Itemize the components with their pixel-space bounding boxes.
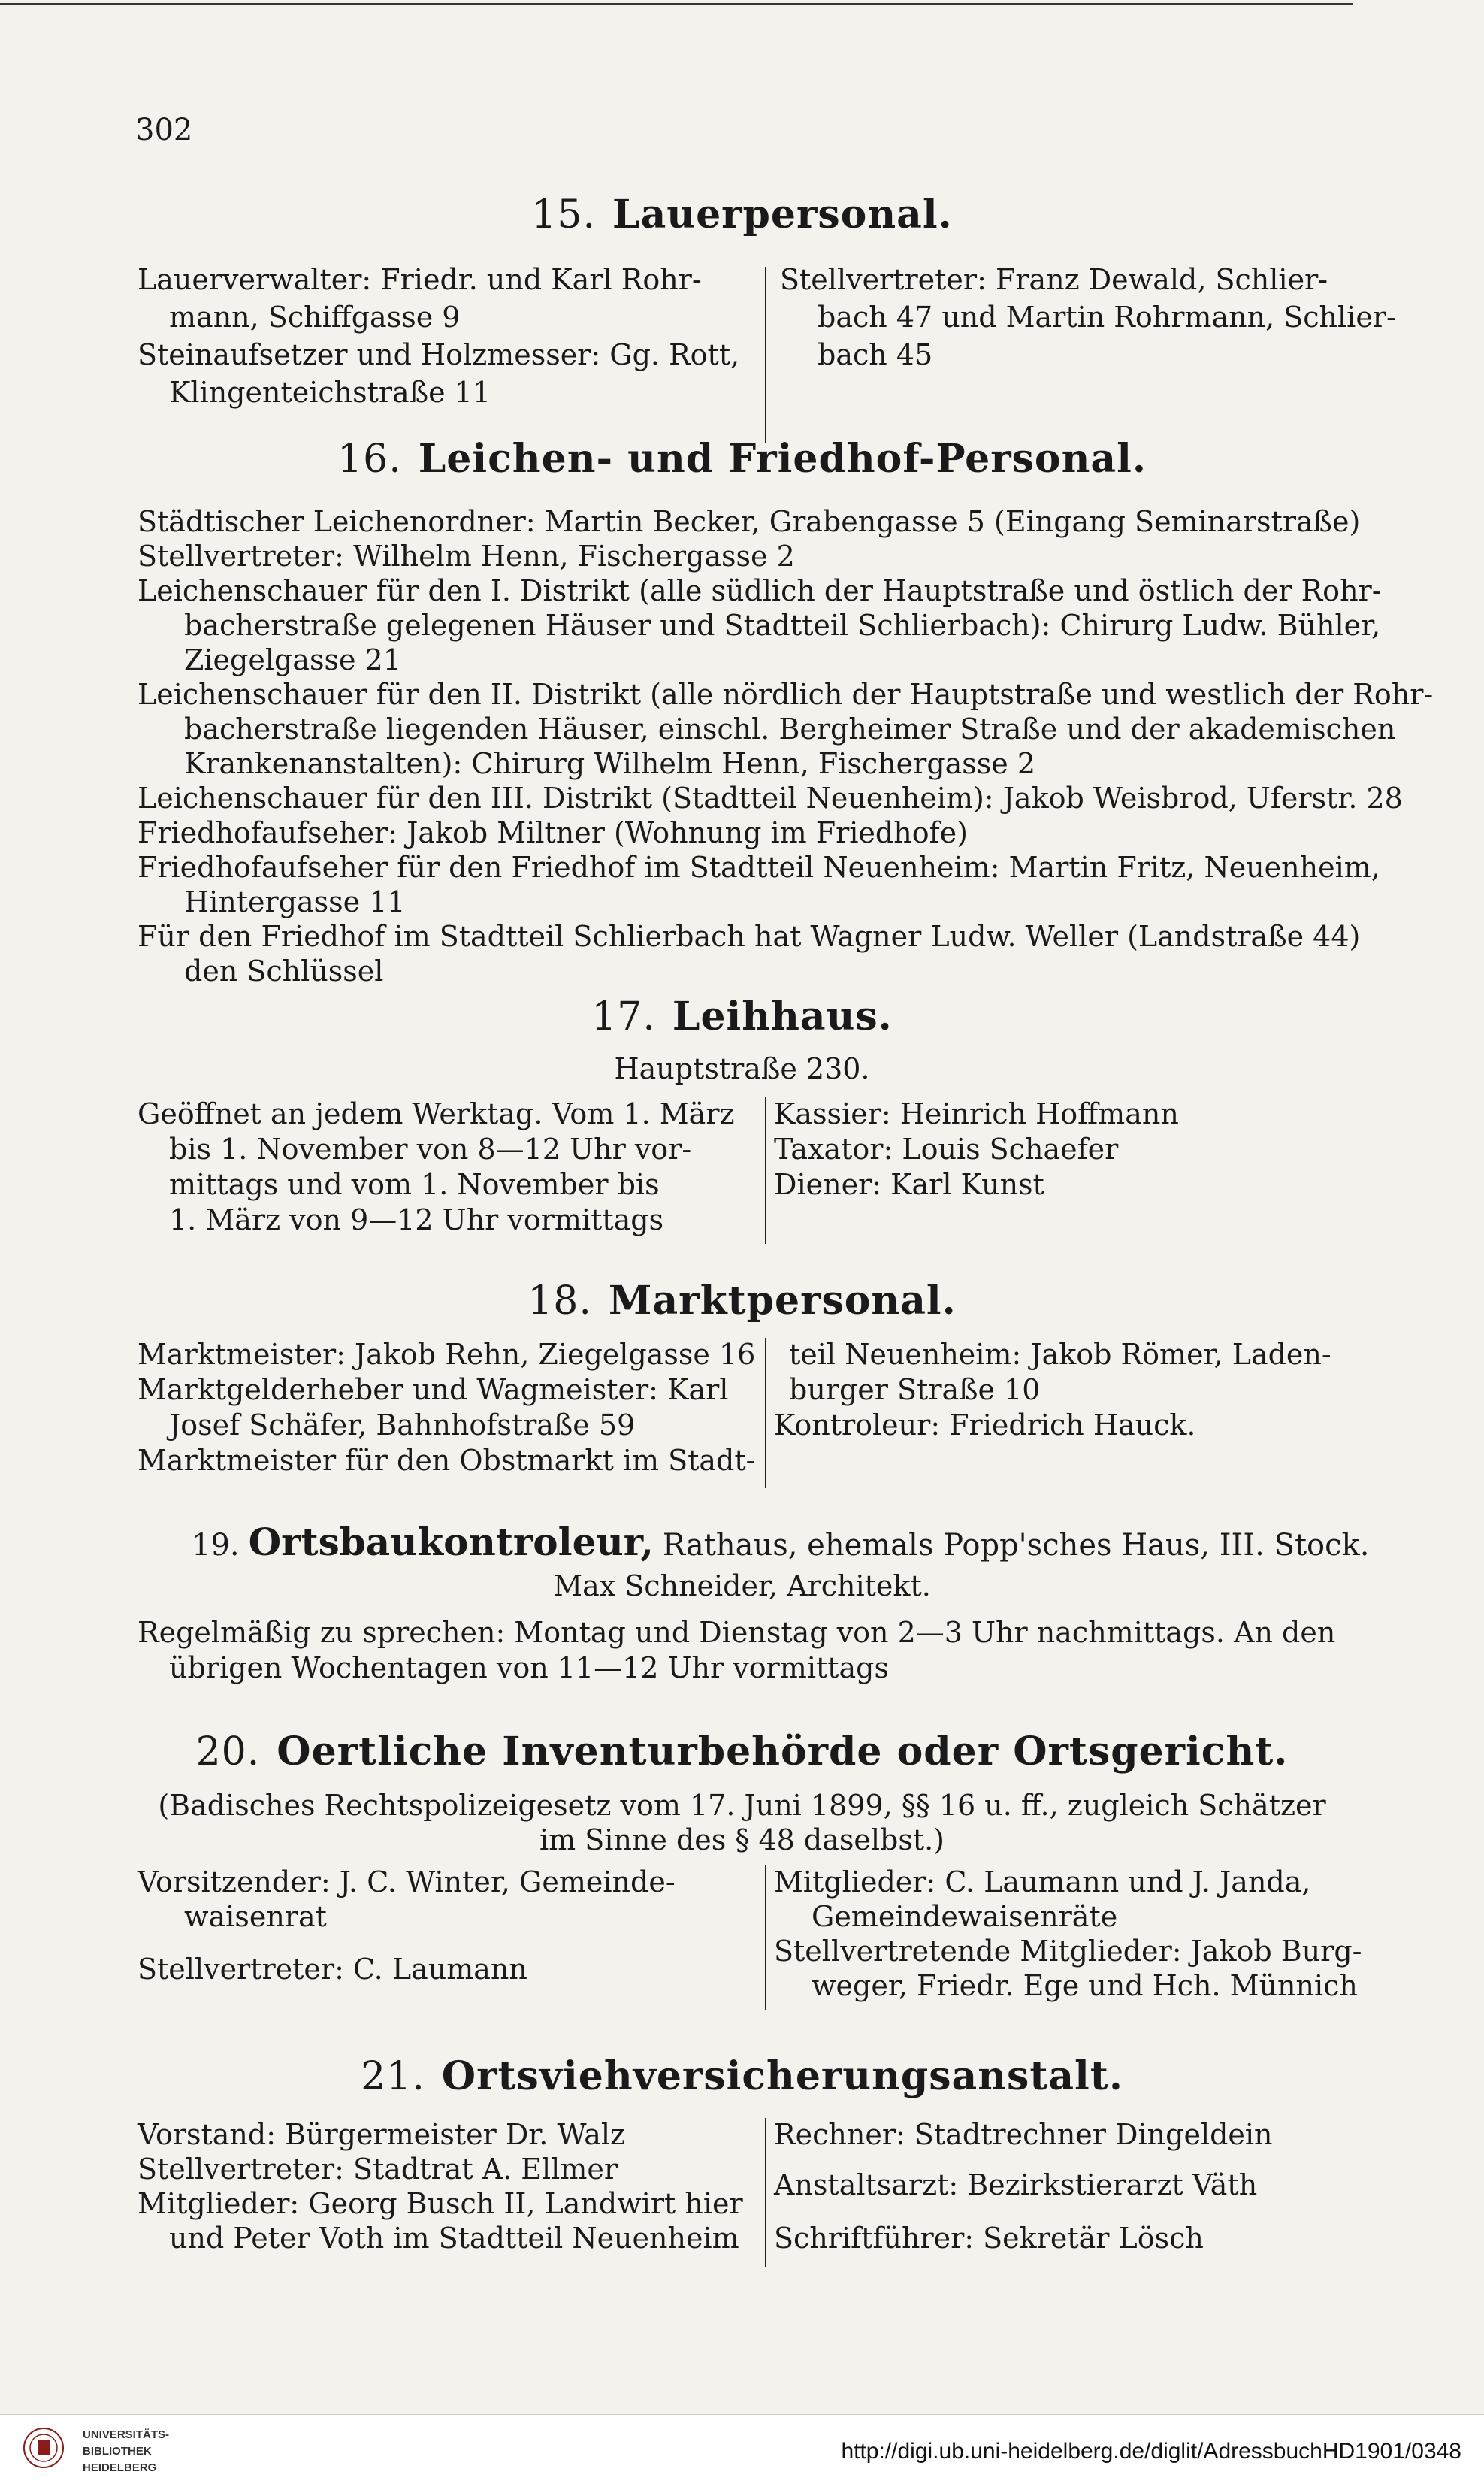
text-line: Geöffnet an jedem Werktag. Vom 1. März — [138, 1097, 735, 1130]
text-line: Für den Friedhof im Stadtteil Schlierbach hat Wagner Ludw. Weller (Landstraße 44) — [138, 920, 1361, 953]
text-line: Ziegelgasse 21 — [184, 643, 401, 676]
text-line: waisenrat — [184, 1900, 327, 1933]
text-line: Mitglieder: Georg Busch II, Landwirt hier — [138, 2187, 743, 2220]
page-number: 302 — [135, 113, 193, 147]
text-line: Leichenschauer für den I. Distrikt (alle südlich der Hauptstraße und östlich der Rohr- — [138, 574, 1382, 607]
section-number: 19. — [192, 1528, 240, 1563]
section-title: Leichen- und Friedhof-Personal. — [418, 436, 1147, 482]
section-title: Lauerpersonal. — [612, 192, 953, 238]
text-line: Leichenschauer für den III. Distrikt (Stadtteil Neuenheim): Jakob Weisbrod, Uferstr. 28 — [138, 782, 1403, 815]
column-divider — [765, 267, 766, 443]
library-line: BIBLIOTHEK — [83, 2445, 152, 2458]
column-divider — [765, 1338, 766, 1488]
text-line: Anstaltsarzt: Bezirkstierarzt Väth — [774, 2168, 1258, 2201]
text-line: Marktmeister für den Obstmarkt im Stadt- — [138, 1444, 756, 1477]
section-title: Oertliche Inventurbehörde oder Ortsgericht. — [277, 1729, 1289, 1774]
text-line: Regelmäßig zu sprechen: Montag und Dienstag von 2—3 Uhr nachmittags. An den — [138, 1616, 1336, 1649]
section-20-heading — [0, 1729, 1484, 1774]
text-line: bach 47 und Martin Rohrmann, Schlier- — [818, 301, 1396, 334]
text-line: burger Straße 10 — [789, 1373, 1041, 1406]
section-17-heading — [0, 994, 1484, 1039]
section-20-subtitle: im Sinne des § 48 daselbst.) — [539, 1823, 945, 1856]
text-line: Leichenschauer für den II. Distrikt (alle nördlich der Hauptstraße und westlich der Rohr- — [138, 678, 1434, 711]
section-number: 18. — [527, 1278, 592, 1324]
text-line: Friedhofaufseher: Jakob Miltner (Wohnung im Friedhofe) — [138, 816, 968, 849]
text-line: bacherstraße gelegenen Häuser und Stadtteil Schlierbach): Chirurg Ludw. Bühler, — [184, 609, 1381, 642]
text-line: Vorsitzender: J. C. Winter, Gemeinde- — [138, 1865, 676, 1899]
text-line: weger, Friedr. Ege und Hch. Münnich — [812, 1969, 1358, 2002]
column-divider — [765, 2118, 766, 2267]
text-line: den Schlüssel — [184, 955, 384, 988]
library-line: UNIVERSITÄTS- — [83, 2428, 170, 2441]
section-20-subtitle: (Badisches Rechtspolizeigesetz vom 17. Juni 1899, §§ 16 u. ff., zugleich Schätzer — [158, 1789, 1326, 1822]
column-divider — [765, 1097, 766, 1244]
column-divider — [765, 1865, 766, 2010]
section-title: Marktpersonal. — [608, 1278, 957, 1324]
text-line: Diener: Karl Kunst — [774, 1168, 1044, 1201]
text-line: Klingenteichstraße 11 — [169, 376, 491, 409]
text-line: Städtischer Leichenordner: Martin Becker, Grabengasse 5 (Eingang Seminarstraße) — [138, 505, 1361, 538]
text-line: Kontroleur: Friedrich Hauck. — [774, 1408, 1196, 1442]
text-line: mittags und vom 1. November bis — [169, 1168, 660, 1201]
section-title: Ortsbaukontroleur, — [248, 1520, 654, 1564]
text-line: Josef Schäfer, Bahnhofstraße 59 — [169, 1408, 636, 1442]
architect-name: Max Schneider, Architekt. — [553, 1569, 931, 1602]
text-line: Lauerverwalter: Friedr. und Karl Rohr- — [138, 263, 702, 296]
text-line: Krankenanstalten): Chirurg Wilhelm Henn, Fischergasse 2 — [184, 747, 1036, 780]
text-line: Mitglieder: C. Laumann und J. Janda, — [774, 1865, 1311, 1899]
text-line: Vorstand: Bürgermeister Dr. Walz — [138, 2118, 626, 2151]
text-line: Taxator: Louis Schaefer — [774, 1133, 1119, 1166]
section-title: Ortsviehversicherungsanstalt. — [441, 2053, 1123, 2099]
text-line: Stellvertreter: Stadtrat A. Ellmer — [138, 2153, 618, 2186]
section-number: 21. — [361, 2054, 425, 2099]
text-line: mann, Schiffgasse 9 — [169, 301, 461, 334]
section-number: 16. — [337, 437, 402, 482]
library-seal-icon — [23, 2427, 65, 2469]
section-18-heading — [0, 1278, 1484, 1324]
text-line: Schriftführer: Sekretär Lösch — [774, 2222, 1204, 2255]
section-21-heading — [0, 2053, 1484, 2099]
section-16-heading — [0, 436, 1484, 482]
section-location: Rathaus, ehemals Popp'sches Haus, III. Stock. — [662, 1528, 1370, 1563]
library-name — [83, 2427, 233, 2476]
section-title: Leihhaus. — [672, 994, 893, 1039]
text-line: bach 45 — [818, 338, 933, 371]
text-line: Hintergasse 11 — [184, 885, 406, 918]
text-line: Marktmeister: Jakob Rehn, Ziegelgasse 16 — [138, 1338, 756, 1371]
library-line: HEIDELBERG — [83, 2461, 157, 2474]
text-line: und Peter Voth im Stadtteil Neuenheim — [169, 2222, 739, 2255]
text-line: bacherstraße liegenden Häuser, einschl. Bergheimer Straße und der akademischen — [184, 713, 1396, 746]
section-15-heading — [0, 192, 1484, 238]
text-line: teil Neuenheim: Jakob Römer, Laden- — [789, 1338, 1331, 1371]
text-line: Gemeindewaisenräte — [812, 1900, 1118, 1933]
top-rule — [0, 3, 1353, 5]
section-number: 17. — [591, 994, 656, 1039]
text-line: Marktgelderheber und Wagmeister: Karl — [138, 1373, 729, 1406]
text-line: Rechner: Stadtrechner Dingeldein — [774, 2118, 1273, 2151]
text-line: Kassier: Heinrich Hoffmann — [774, 1097, 1179, 1130]
section-19-heading — [192, 1520, 1369, 1564]
text-line: übrigen Wochentagen von 11—12 Uhr vormittags — [169, 1651, 889, 1684]
text-line: bis 1. November von 8—12 Uhr vor- — [169, 1133, 692, 1166]
text-line: Friedhofaufseher für den Friedhof im Stadtteil Neuenheim: Martin Fritz, Neuenheim, — [138, 851, 1380, 884]
section-number: 15. — [531, 192, 596, 238]
text-line: Steinaufsetzer und Holzmesser: Gg. Rott, — [138, 338, 740, 371]
source-url-link[interactable]: http://digi.ub.uni-heidelberg.de/diglit/AdressbuchHD1901/0348 — [841, 2439, 1461, 2464]
leihhaus-address: Hauptstraße 230. — [614, 1052, 870, 1085]
text-line: 1. März von 9—12 Uhr vormittags — [169, 1203, 664, 1236]
text-line: Stellvertretende Mitglieder: Jakob Burg- — [774, 1935, 1362, 1968]
text-line: Stellvertreter: Wilhelm Henn, Fischergasse 2 — [138, 540, 795, 573]
text-line: Stellvertreter: C. Laumann — [138, 1953, 527, 1986]
section-number: 20. — [195, 1729, 261, 1774]
text-line: Stellvertreter: Franz Dewald, Schlier- — [780, 263, 1328, 296]
footer-bar — [0, 2414, 1484, 2490]
